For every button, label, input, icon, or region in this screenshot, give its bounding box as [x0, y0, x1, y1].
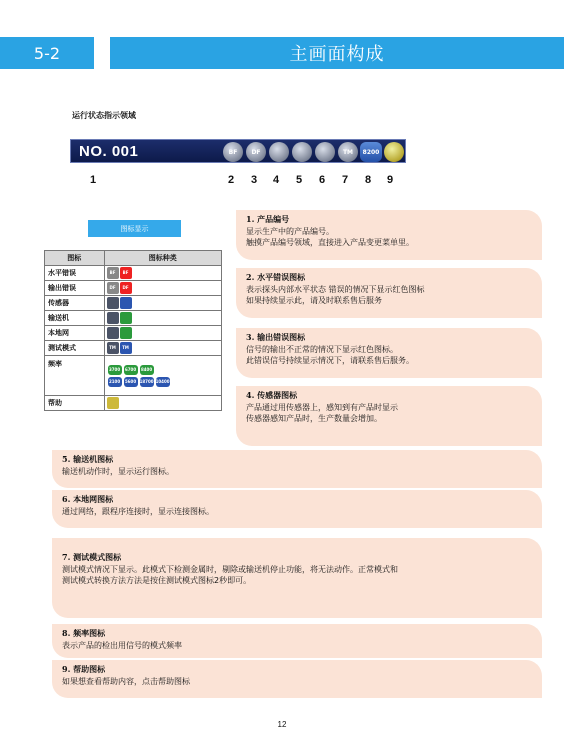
item-box — [52, 660, 542, 698]
conveyor-icon — [292, 142, 312, 162]
column-header: 图标 — [45, 251, 105, 266]
status-bar — [70, 139, 406, 163]
conveyor-icon — [107, 312, 119, 324]
row-label: 频率 — [45, 356, 105, 396]
header-gap — [94, 37, 110, 69]
item-text: 信号的输出不正常的情况下显示红色图标。 — [246, 345, 398, 354]
item-box — [236, 210, 542, 260]
callout-number: 2 — [228, 174, 235, 186]
tm-icon[interactable]: TM — [338, 142, 358, 162]
table-row — [45, 341, 222, 356]
item-box — [52, 450, 542, 488]
item-box — [52, 490, 542, 528]
item-text: 此错误信号持续显示情况下，请联系售后服务。 — [246, 356, 414, 365]
item-text: 测试模式情况下显示。此模式下检测金属时，剔除或输送机停止功能，将无法动作。正常模式和 — [62, 565, 398, 574]
item-box — [236, 328, 542, 378]
frequency-icon: 5600 — [124, 377, 138, 387]
df-error-icon: DF — [120, 282, 132, 294]
page-title: 主画面构成 — [110, 37, 564, 69]
table-row — [45, 356, 222, 396]
item-title: 5. 输送机图标 — [62, 454, 114, 464]
callout-number: 9 — [387, 174, 394, 186]
row-label: 测试模式 — [45, 341, 105, 356]
item-title: 1. 产品编号 — [246, 214, 290, 224]
network-icon — [107, 327, 119, 339]
item-text: 如果持续显示此，请及时联系售后服务 — [246, 296, 382, 305]
row-label: 水平错误 — [45, 266, 105, 281]
item-text: 产品通过用传感器上，感知到有产品时显示 — [246, 403, 398, 412]
table-row — [45, 396, 222, 411]
callout-number: 6 — [319, 174, 326, 186]
callout-number: 7 — [342, 174, 349, 186]
column-header: 图标种类 — [104, 251, 221, 266]
row-label: 传感器 — [45, 296, 105, 311]
tm-icon: TM — [107, 342, 119, 354]
bf-error-icon: BF — [120, 267, 132, 279]
item-title: 8. 频率图标 — [62, 628, 106, 638]
item-text: 显示生产中的产品编号。 — [246, 227, 334, 236]
frequency-icon: 10400 — [156, 377, 170, 387]
sensor-icon — [107, 297, 119, 309]
item-box — [52, 624, 542, 658]
item-text: 传感器感知产品时，生产数量会增加。 — [246, 414, 382, 423]
callout-number: 8 — [365, 174, 372, 186]
callout-number: 3 — [251, 174, 258, 186]
item-text: 通过网络，跟程序连接时，显示连接图标。 — [62, 507, 214, 516]
sensor-active-icon — [120, 297, 132, 309]
callout-number: 1 — [90, 174, 97, 186]
item-text: 表示产品的检出用信号的模式频率 — [62, 641, 182, 650]
item-text: 表示探头内部水平状态 错误的情况下显示红色图标 — [246, 285, 425, 294]
help-icon[interactable] — [384, 142, 404, 162]
bf-icon: BF — [107, 267, 119, 279]
table-row — [45, 296, 222, 311]
item-text: 输送机动作时，显示运行图标。 — [62, 467, 174, 476]
table-row — [45, 326, 222, 341]
item-title: 9. 帮助图标 — [62, 664, 106, 674]
product-number[interactable]: NO. 001 — [79, 143, 139, 160]
row-label: 输送机 — [45, 311, 105, 326]
frequency-icon: 8400 — [140, 365, 154, 375]
table-row — [45, 311, 222, 326]
item-title: 4. 传感器图标 — [246, 390, 298, 400]
item-box — [52, 538, 542, 618]
item-text: 如果想查看帮助内容，点击帮助图标 — [62, 677, 190, 686]
row-label: 本地网 — [45, 326, 105, 341]
item-box — [236, 268, 542, 318]
callout-number: 5 — [296, 174, 303, 186]
item-text: 触摸产品编号领域，直接进入产品变更菜单里。 — [246, 238, 414, 247]
item-title: 7. 测试模式图标 — [62, 552, 122, 562]
conveyor-running-icon — [120, 312, 132, 324]
bf-icon: BF — [223, 142, 243, 162]
df-icon: DF — [107, 282, 119, 294]
page-number: 12 — [277, 720, 287, 729]
frequency-icon: 8200 — [360, 142, 382, 162]
help-icon — [107, 397, 119, 409]
frequency-icon: 2100 — [108, 377, 122, 387]
icon-legend-button: 图标显示 — [88, 220, 181, 237]
item-box — [236, 386, 542, 446]
item-title: 3. 输出错误图标 — [246, 332, 306, 342]
row-label: 帮助 — [45, 396, 105, 411]
item-title: 6. 本地网图标 — [62, 494, 114, 504]
callout-number: 4 — [273, 174, 280, 186]
table-row — [45, 266, 222, 281]
sensor-icon — [269, 142, 289, 162]
df-icon: DF — [246, 142, 266, 162]
status-section-label: 运行状态指示领域 — [72, 111, 136, 120]
network-connected-icon — [120, 327, 132, 339]
section-number: 5-2 — [0, 37, 94, 69]
item-text: 测试模式转换方法方法是按住测试模式图标2秒即可。 — [62, 576, 252, 585]
table-row — [45, 281, 222, 296]
item-title: 2. 水平错误图标 — [246, 272, 306, 282]
frequency-icon: 18700 — [140, 377, 154, 387]
icon-table — [44, 250, 222, 411]
frequency-icon: 6700 — [124, 365, 138, 375]
tm-active-icon: TM — [120, 342, 132, 354]
row-label: 输出错误 — [45, 281, 105, 296]
network-icon — [315, 142, 335, 162]
frequency-icon: 3700 — [108, 365, 122, 375]
